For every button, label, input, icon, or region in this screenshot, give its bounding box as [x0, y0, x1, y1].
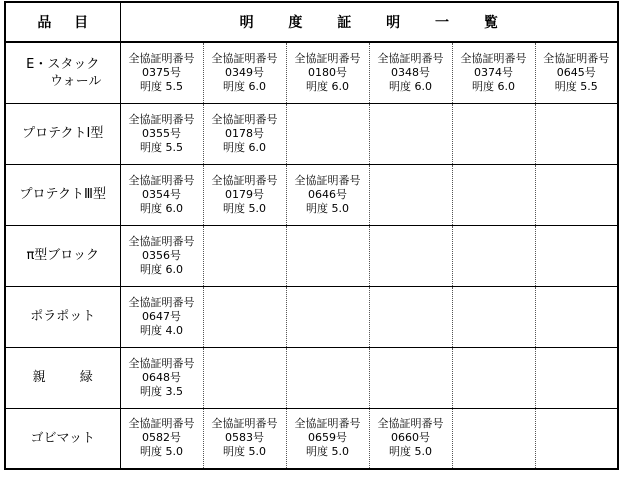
cert-brightness: 明度 4.0: [140, 323, 183, 337]
certificate-cell: [369, 408, 452, 469]
empty-cell: [286, 286, 369, 347]
empty-cell: [203, 225, 286, 286]
empty-cell: [286, 347, 369, 408]
certificate-cell: [452, 42, 535, 103]
cert-brightness: 明度 5.0: [389, 445, 432, 459]
empty-cell: [203, 286, 286, 347]
item-name-cell: [5, 103, 120, 164]
cert-brightness: 明度 6.0: [306, 79, 349, 93]
empty-cell: [203, 347, 286, 408]
cert-brightness: 明度 5.5: [554, 79, 598, 93]
item-name-cell: [5, 408, 120, 469]
cert-number: 0354号: [142, 187, 181, 201]
cert-title: 全協証明番号: [128, 173, 195, 187]
cert-brightness: 明度 3.5: [140, 384, 183, 398]
item-name-line: ポラポット: [30, 309, 96, 324]
empty-cell: [452, 103, 535, 164]
empty-cell: [535, 225, 618, 286]
cert-brightness: 明度 6.0: [140, 262, 183, 276]
table-row: [5, 286, 618, 347]
cert-title: 全協証明番号: [128, 234, 195, 248]
cert-title: 全協証明番号: [294, 51, 361, 65]
certificate-column-header: 明 度 証 明 一 覧: [120, 2, 618, 42]
item-name-line: π型ブロック: [26, 248, 100, 263]
certificate-cell: [203, 103, 286, 164]
cert-number: 0180号: [308, 65, 347, 79]
cert-number: 0648号: [142, 370, 181, 384]
certificate-cell: [120, 42, 203, 103]
item-name-line: 親 緑: [32, 370, 93, 385]
cert-brightness: 明度 5.0: [140, 445, 183, 459]
certificate-cell: [369, 42, 452, 103]
header-row: [5, 2, 618, 42]
certificate-cell: [203, 42, 286, 103]
item-name-line: E・スタック: [26, 56, 100, 72]
cert-title: 全協証明番号: [211, 51, 278, 65]
cert-brightness: 明度 6.0: [223, 140, 266, 154]
item-name-line: プロテクトⅠ型: [22, 126, 104, 141]
item-name-line: ウォール: [50, 73, 102, 89]
item-name-line: プロテクトⅢ型: [19, 187, 106, 202]
cert-number: 0374号: [474, 65, 513, 79]
cert-title: 全協証明番号: [128, 417, 195, 431]
cert-number: 0179号: [225, 187, 264, 201]
cert-number: 0356号: [142, 248, 181, 262]
cert-brightness: 明度 6.0: [140, 201, 183, 215]
certificate-cell: [203, 408, 286, 469]
cert-brightness: 明度 6.0: [389, 79, 432, 93]
item-name-cell: [5, 347, 120, 408]
empty-cell: [452, 286, 535, 347]
empty-cell: [535, 164, 618, 225]
cert-brightness: 明度 6.0: [472, 79, 515, 93]
empty-cell: [535, 408, 618, 469]
cert-title: 全協証明番号: [128, 112, 195, 126]
cert-title: 全協証明番号: [377, 417, 444, 431]
empty-cell: [369, 225, 452, 286]
cert-title: 全協証明番号: [211, 417, 278, 431]
cert-number: 0645号: [556, 65, 596, 79]
cert-number: 0660号: [391, 431, 430, 445]
cert-number: 0647号: [142, 309, 181, 323]
cert-number: 0178号: [225, 126, 264, 140]
cert-number: 0646号: [308, 187, 347, 201]
cert-brightness: 明度 5.0: [306, 201, 349, 215]
cert-title: 全協証明番号: [543, 51, 610, 65]
empty-cell: [452, 164, 535, 225]
cert-brightness: 明度 5.0: [306, 445, 349, 459]
cert-brightness: 明度 6.0: [223, 79, 266, 93]
empty-cell: [369, 164, 452, 225]
table-row: [5, 225, 618, 286]
empty-cell: [535, 347, 618, 408]
table-header: [5, 2, 618, 42]
cert-title: 全協証明番号: [294, 417, 361, 431]
cert-number: 0583号: [225, 431, 264, 445]
table-body: [5, 42, 618, 469]
table-row: [5, 164, 618, 225]
cert-number: 0349号: [225, 65, 264, 79]
cert-title: 全協証明番号: [128, 51, 195, 65]
item-name-cell: [5, 225, 120, 286]
cert-title: 全協証明番号: [128, 356, 195, 370]
certificate-cell: [286, 42, 369, 103]
item-name-cell: [5, 42, 120, 103]
certificate-cell: [286, 164, 369, 225]
empty-cell: [369, 103, 452, 164]
empty-cell: [452, 408, 535, 469]
empty-cell: [369, 286, 452, 347]
certificate-cell: [120, 408, 203, 469]
cert-title: 全協証明番号: [211, 112, 278, 126]
empty-cell: [286, 225, 369, 286]
cert-title: 全協証明番号: [460, 51, 527, 65]
cert-title: 全協証明番号: [211, 173, 278, 187]
certificate-cell: [535, 42, 618, 103]
cert-number: 0659号: [308, 431, 347, 445]
item-name-line: ゴビマット: [30, 430, 95, 446]
table-row: [5, 42, 618, 103]
cert-number: 0375号: [142, 65, 181, 79]
cert-title: 全協証明番号: [294, 173, 361, 187]
certificate-cell: [120, 225, 203, 286]
cert-brightness: 明度 5.0: [223, 445, 266, 459]
cert-brightness: 明度 5.0: [223, 201, 266, 215]
cert-title: 全協証明番号: [128, 295, 195, 309]
empty-cell: [369, 347, 452, 408]
certificate-cell: [120, 103, 203, 164]
table-row: [5, 103, 618, 164]
cert-brightness: 明度 5.5: [140, 79, 183, 93]
item-name-cell: [5, 164, 120, 225]
brightness-certificate-table: [4, 1, 619, 470]
certificate-cell: [120, 164, 203, 225]
table-row: [5, 347, 618, 408]
certificate-cell: [120, 286, 203, 347]
table-row: [5, 408, 618, 469]
certificate-cell: [286, 408, 369, 469]
empty-cell: [452, 347, 535, 408]
cert-number: 0348号: [391, 65, 430, 79]
item-name-cell: [5, 286, 120, 347]
certificate-cell: [120, 347, 203, 408]
cert-title: 全協証明番号: [377, 51, 444, 65]
cert-brightness: 明度 5.5: [140, 140, 183, 154]
cert-number: 0582号: [142, 431, 181, 445]
certificate-cell: [203, 164, 286, 225]
empty-cell: [535, 103, 618, 164]
cert-number: 0355号: [142, 126, 181, 140]
empty-cell: [535, 286, 618, 347]
item-column-header: 品 目: [5, 2, 120, 42]
empty-cell: [286, 103, 369, 164]
empty-cell: [452, 225, 535, 286]
